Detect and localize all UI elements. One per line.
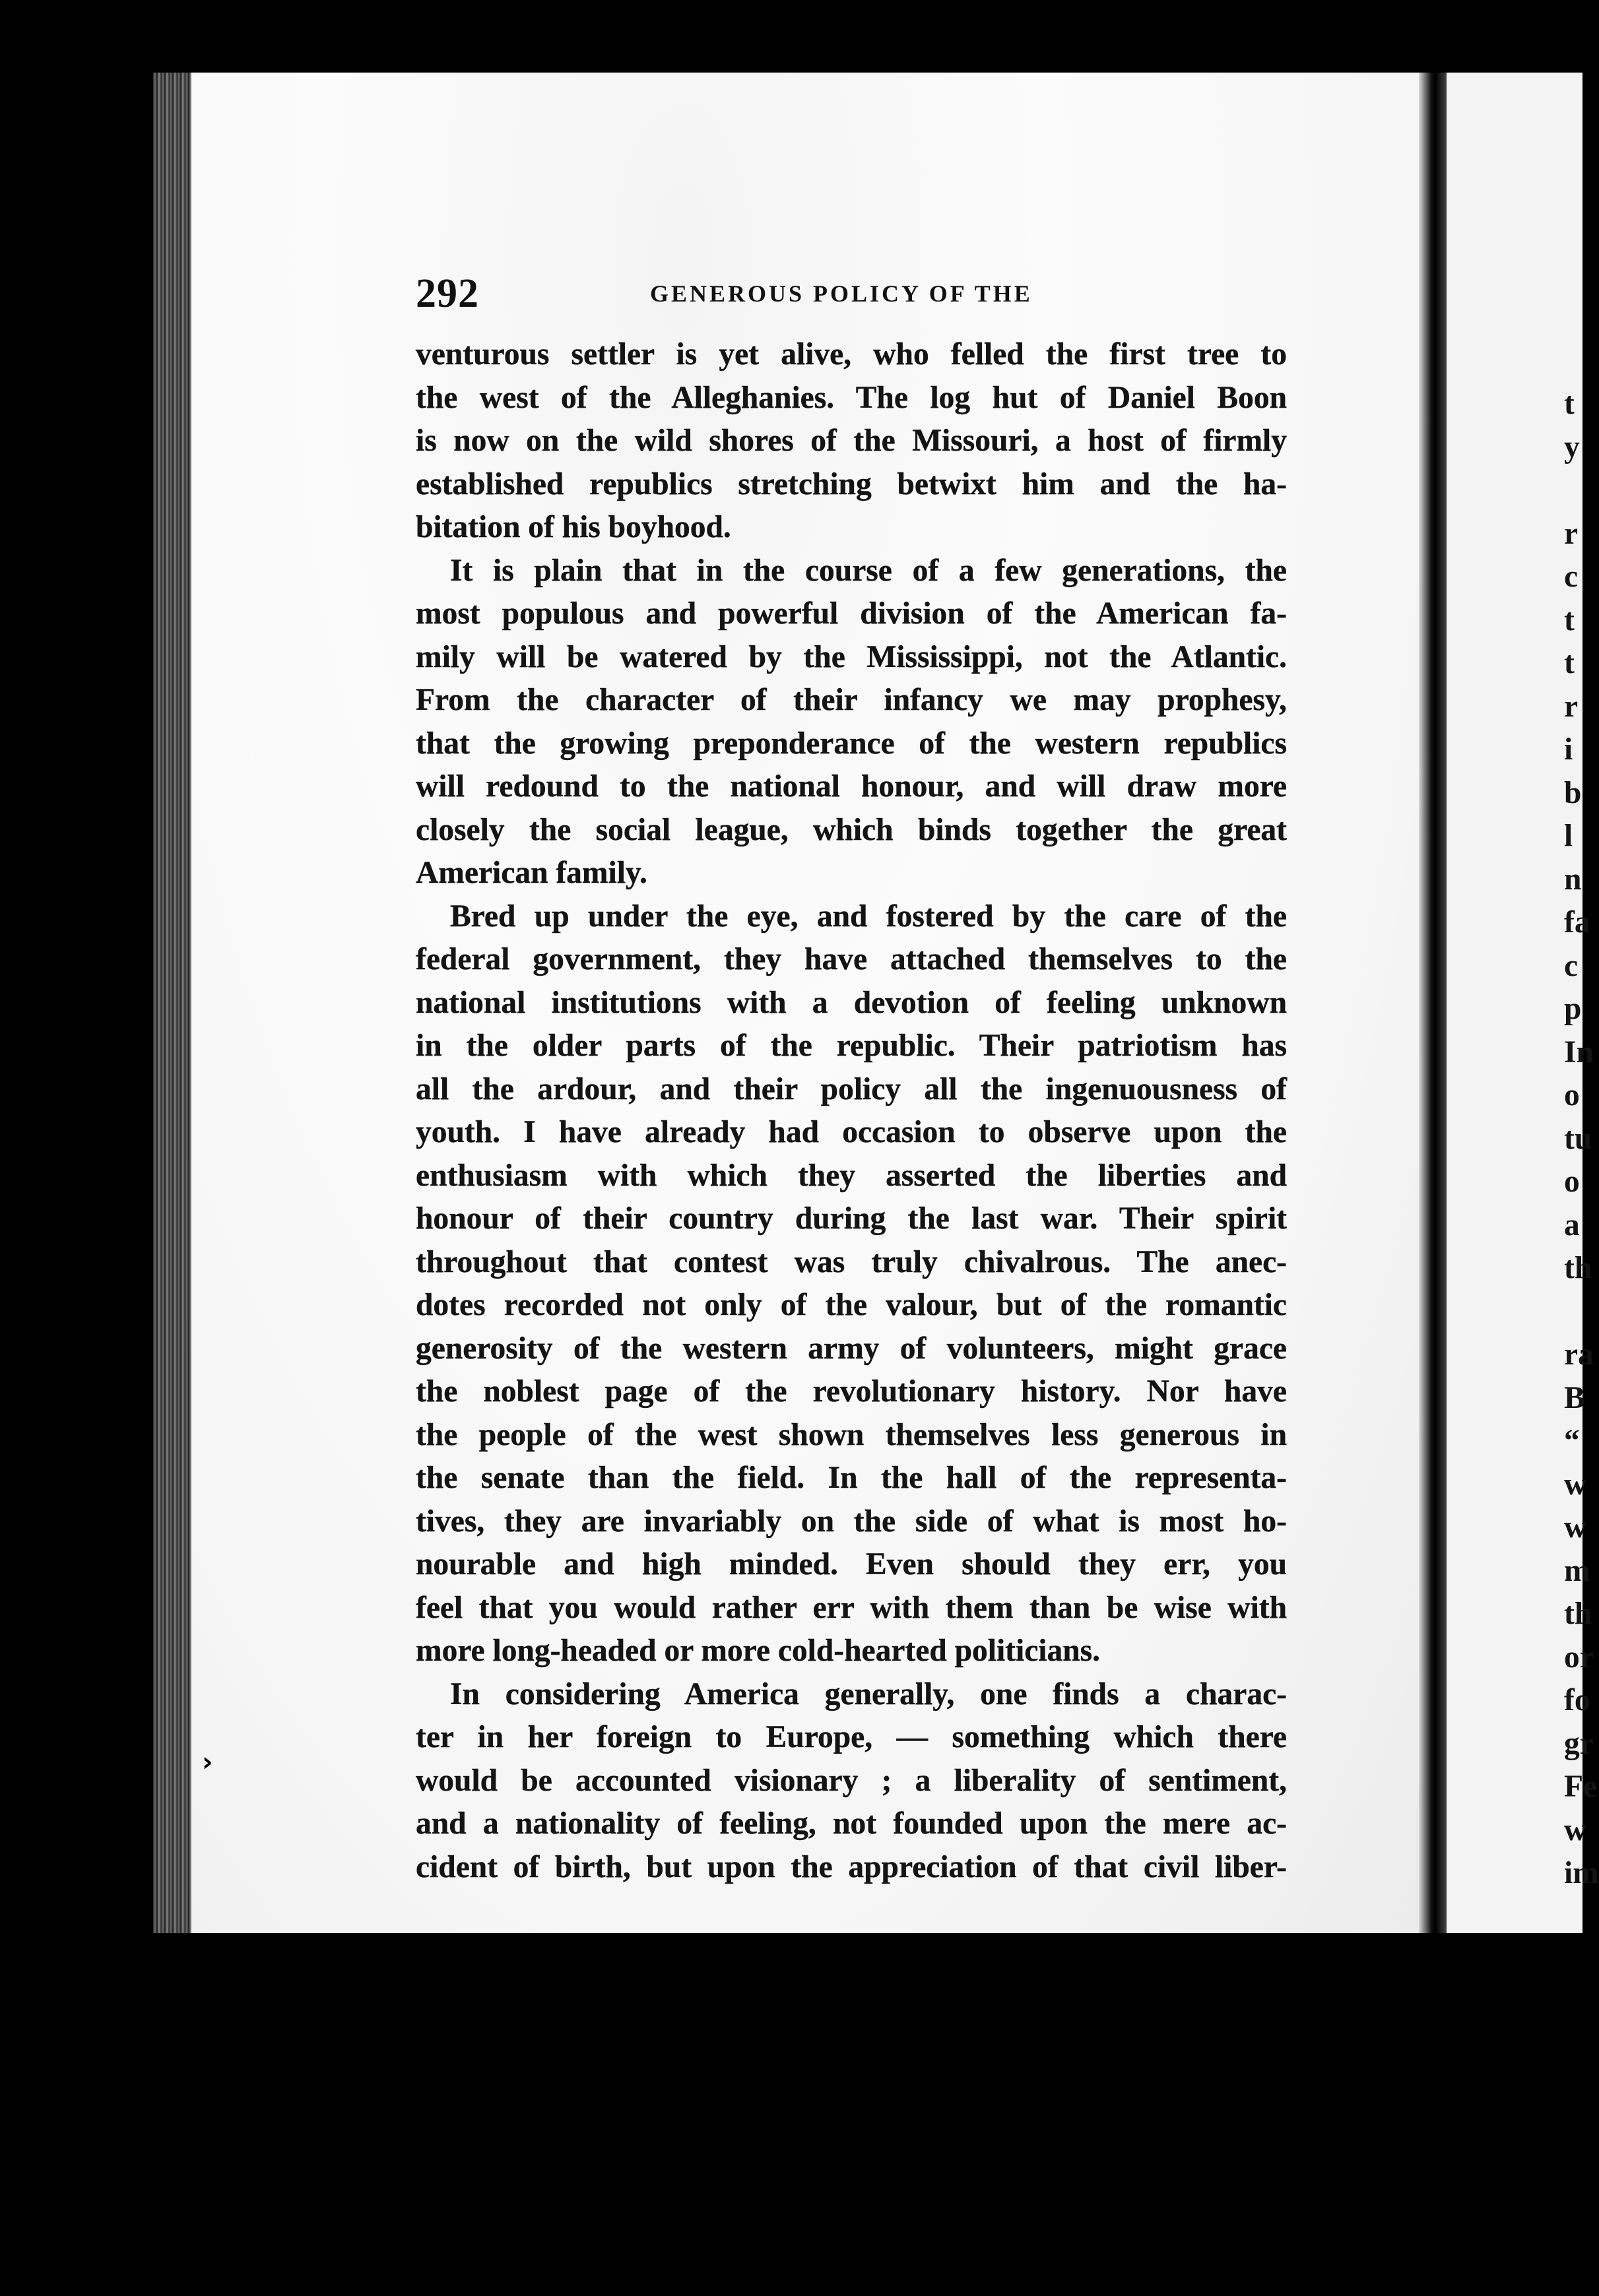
facing-page-fragment: fo [1564,1683,1590,1717]
text-line: youth. I have already had occasion to observe upon the [416,1115,1287,1149]
facing-page-fragment: t [1564,646,1575,680]
running-head: GENEROUS POLICY OF THE [650,280,1033,307]
facing-page-fragment: c [1564,559,1579,594]
facing-page-fragment: In [1564,1035,1594,1069]
text-line: federal government, they have attached themselves to the [416,942,1287,976]
text-line: in the older parts of the republic. Their patriotism has [416,1029,1287,1063]
text-line: the west of the Alleghanies. The log hut of Daniel Boon [416,380,1287,415]
facing-page-fragment: l [1564,819,1573,853]
text-line: Bred up under the eye, and fostered by the care of the [450,899,1287,934]
text-line: venturous settler is yet alive, who felled the first tree to [416,337,1287,371]
facing-page-fragment: o [1564,1164,1580,1199]
book-gutter [1419,73,1447,1933]
facing-page-fragment: n [1564,862,1582,897]
facing-page-fragment: o [1564,1078,1580,1112]
facing-page-fragment: a [1564,1207,1580,1242]
facing-page-fragment: m [1564,1553,1590,1588]
facing-page-fragment: im [1564,1856,1599,1890]
page-header [416,271,1274,317]
facing-page-fragment: B [1564,1380,1585,1415]
facing-page-fragment: t [1564,387,1575,421]
text-line: throughout that contest was truly chivalrous. The anec- [416,1244,1287,1279]
facing-page-fragment: th [1564,1597,1592,1631]
facing-page-fragment: ra [1564,1337,1594,1372]
text-line: more long-headed or more cold-hearted politicians. [416,1634,1100,1668]
text-line: ter in her foreign to Europe, — something which there [416,1720,1287,1754]
facing-page-text [1447,383,1599,1896]
text-line: the senate than the field. In the hall of the representa- [416,1461,1287,1495]
text-line: that the growing preponderance of the western republics [416,726,1287,761]
facing-page-fragment: th [1564,1251,1592,1285]
text-line: honour of their country during the last war. Their spirit [416,1201,1287,1236]
text-line: all the ardour, and their policy all the ingenuousness of [416,1071,1287,1106]
text-line: most populous and powerful division of the American fa- [416,596,1287,631]
text-line: would be accounted visionary ; a liberality of sentiment, [416,1763,1287,1798]
text-line: feel that you would rather err with them than be wise with [416,1590,1287,1625]
text-line: the people of the west shown themselves less generous in [416,1417,1287,1452]
facing-page-fragment: fa [1564,905,1590,940]
text-line: cident of birth, but upon the appreciation of that civil liber- [416,1849,1287,1884]
facing-page-fragment: r [1564,516,1579,551]
facing-page-fragment: r [1564,689,1579,724]
text-line: dotes recorded not only of the valour, but of the romantic [416,1288,1287,1322]
text-line: From the character of their infancy we may prophesy, [416,683,1287,717]
facing-page-fragment [1447,1291,1583,1334]
facing-page-edge [1447,73,1599,1933]
facing-page-fragment: w [1564,1467,1587,1502]
facing-page-fragment: w [1564,1812,1587,1847]
facing-page-fragment: or [1564,1640,1594,1674]
text-line: and a nationality of feeling, not founded upon the mere ac- [416,1806,1287,1841]
text-line: mily will be watered by the Mississippi, not the Atlantic. [416,639,1287,674]
text-line: bitation of his boyhood. [416,510,731,544]
facing-page-fragment: b [1564,775,1582,810]
text-line: established republics stretching betwixt him and the ha- [416,466,1287,501]
facing-page-fragment: gr [1564,1726,1594,1761]
facing-page-fragment: Fe [1564,1770,1598,1804]
text-line: is now on the wild shores of the Missouri, a host of firmly [416,424,1287,458]
text-line: the noblest page of the revolutionary history. Nor have [416,1374,1287,1409]
text-line: nourable and high minded. Even should they err, you [416,1547,1287,1581]
text-line: In considering America generally, one finds a charac- [450,1676,1287,1711]
text-line: American family. [416,856,647,890]
facing-page-fragment: t [1564,602,1575,637]
facing-page-fragment [1447,469,1583,513]
text-line: will redound to the national honour, and will draw more [416,769,1287,804]
text-line: It is plain that in the course of a few generations, the [450,553,1287,588]
text-line: generosity of the western army of volunteers, might grace [416,1331,1287,1366]
facing-page-fragment: c [1564,948,1579,983]
margin-mark: › [202,1747,213,1777]
page-number: 292 [416,271,479,316]
facing-page-fragment: i [1564,732,1573,767]
facing-page-fragment: tu [1564,1121,1592,1156]
facing-page-fragment: “ [1564,1424,1580,1458]
text-line: national institutions with a devotion of feeling unknown [416,985,1287,1020]
text-line: enthusiasm with which they asserted the liberties and [416,1158,1287,1193]
facing-page-fragment: p [1564,992,1582,1026]
text-line: closely the social league, which binds together the great [416,812,1287,847]
facing-page-fragment: w [1564,1510,1587,1545]
text-line: tives, they are invariably on the side of what is most ho- [416,1504,1287,1539]
body-text [416,333,1287,1889]
facing-page-fragment: y [1564,430,1580,464]
